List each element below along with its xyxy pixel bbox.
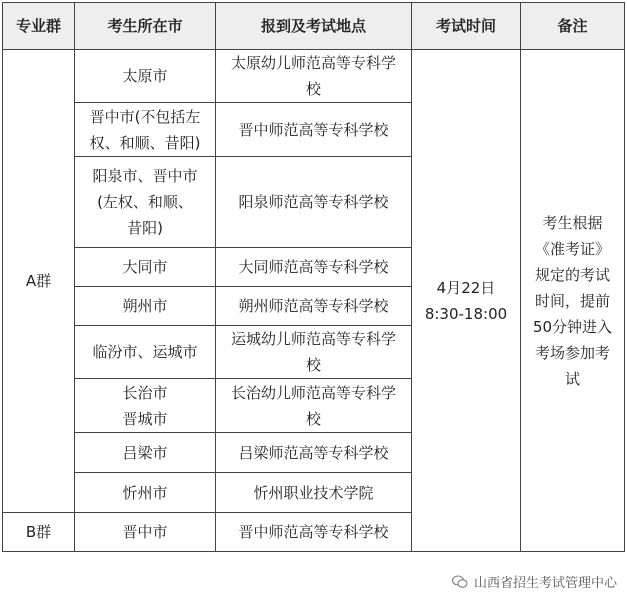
- watermark: [452, 572, 617, 591]
- header-site: 报到及考试地点: [216, 3, 412, 50]
- site-cell: 大同师范高等专科学校: [216, 248, 412, 287]
- city-cell: 阳泉市、晋中市 (左权、和顺、 昔阳): [75, 157, 216, 248]
- header-time: 考试时间: [412, 3, 521, 50]
- site-cell: 吕梁师范高等专科学校: [216, 433, 412, 473]
- city-cell: 晋中市(不包括左 权、和顺、昔阳): [75, 103, 216, 157]
- exam-site-table: [2, 2, 625, 552]
- header-row: [3, 3, 625, 50]
- header-group: 专业群: [3, 3, 75, 50]
- watermark-text: 山西省招生考试管理中心: [473, 576, 617, 591]
- group-a-cell: A群: [3, 50, 75, 513]
- site-cell: 朔州师范高等专科学校: [216, 287, 412, 326]
- site-cell: 晋中师范高等专科学校: [216, 103, 412, 157]
- header-city: 考生所在市: [75, 3, 216, 50]
- city-cell: 吕梁市: [75, 433, 216, 473]
- city-cell: 朔州市: [75, 287, 216, 326]
- city-cell: 太原市: [75, 50, 216, 103]
- note-cell: 考生根据 《准考证》 规定的考试 时间，提前 50分钟进入 考场参加考 试: [521, 50, 625, 552]
- table-row: [3, 50, 625, 103]
- site-cell: 晋中师范高等专科学校: [216, 513, 412, 552]
- city-cell: 长治市 晋城市: [75, 379, 216, 433]
- city-cell: 临汾市、运城市: [75, 326, 216, 379]
- city-cell: 晋中市: [75, 513, 216, 552]
- city-cell: 忻州市: [75, 473, 216, 513]
- wechat-icon: [452, 575, 468, 589]
- group-b-cell: B群: [3, 513, 75, 552]
- header-note: 备注: [521, 3, 625, 50]
- site-cell: 运城幼儿师范高等专科学 校: [216, 326, 412, 379]
- site-cell: 太原幼儿师范高等专科学 校: [216, 50, 412, 103]
- city-cell: 大同市: [75, 248, 216, 287]
- site-cell: 阳泉师范高等专科学校: [216, 157, 412, 248]
- exam-time-cell: 4月22日 8:30-18:00: [412, 50, 521, 552]
- site-cell: 忻州职业技术学院: [216, 473, 412, 513]
- site-cell: 长治幼儿师范高等专科学 校: [216, 379, 412, 433]
